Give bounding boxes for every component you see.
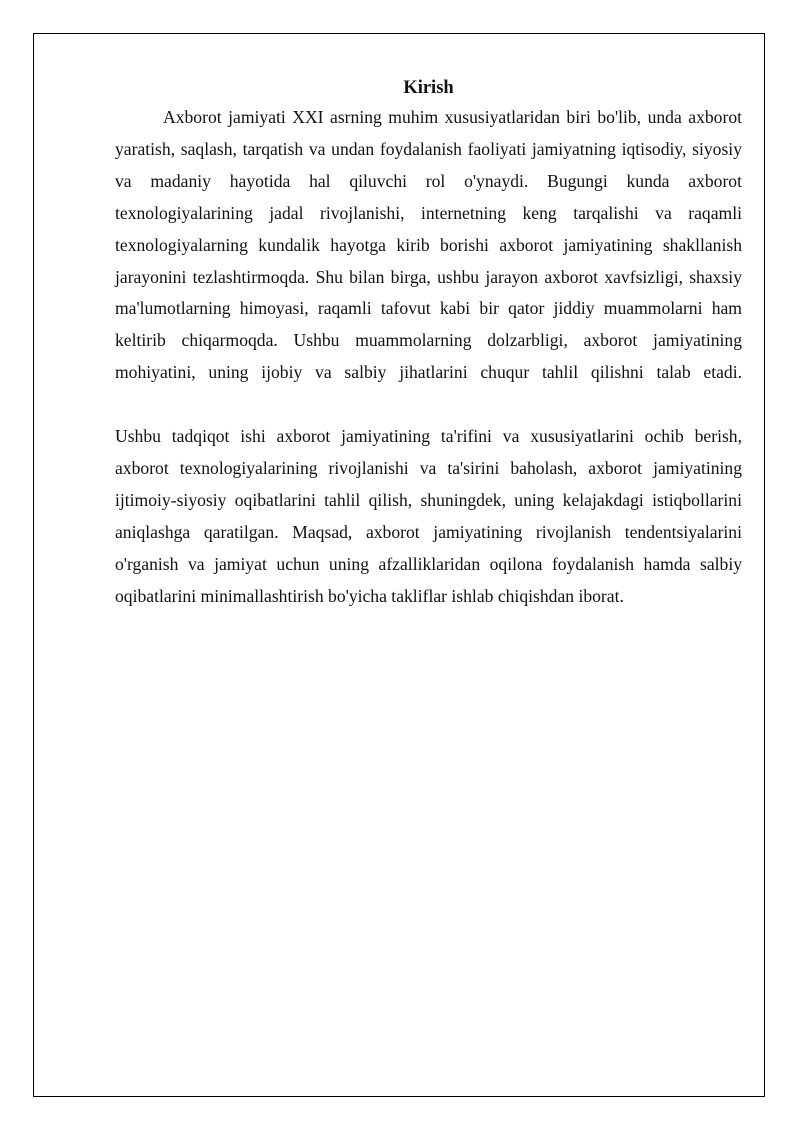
page-title: Kirish	[403, 78, 454, 98]
document-body	[115, 76, 742, 612]
paragraph-goal: Ushbu tadqiqot ishi axborot jamiyatining ta'rifini va xususiyatlarini ochib berish, axborot texnologiyalarining rivojlanishi va ta'sirini baholash, axborot jamiyatining ijtimoiy-siyosiy oqibatlarini tahlil qilish, shuningdek, uning kelajakdagi istiqbollarini aniqlashga qaratilgan. Maqsad, axborot jamiyatining rivojlanish tendentsiyalarini o'rganish va jamiyat uchun uning afzalliklaridan oqilona foydalanish hamda salbiy oqibatlarini minimallashtirish bo'yicha takliflar ishlab chiqishdan iborat.	[115, 426, 742, 606]
paragraph-intro: Axborot jamiyati XXI asrning muhim xususiyatlaridan biri bo'lib, unda axborot yaratish, saqlash, tarqatish va undan foydalanish faoliyati jamiyatning iqtisodiy, siyosiy va madaniy hayotida hal qiluvchi rol o'ynaydi. Bugungi kunda axborot texnologiyalarining jadal rivojlanishi, internetning keng tarqalishi va raqamli texnologiyalarning kundalik hayotga kirib borishi axborot jamiyatining shakllanish jarayonini tezlashtirmoqda. Shu bilan birga, ushbu jarayon axborot xavfsizligi, shaxsiy ma'lumotlarning himoyasi, raqamli tafovut kabi bir qator jiddiy muammolarni ham keltirib chiqarmoqda. Ushbu muammolarning dolzarbligi, axborot jamiyatining mohiyatini, uning ijobiy va salbiy jihatlarini chuqur tahlil qilishni talab etadi.	[115, 107, 742, 383]
paragraph-spacer	[115, 389, 742, 421]
